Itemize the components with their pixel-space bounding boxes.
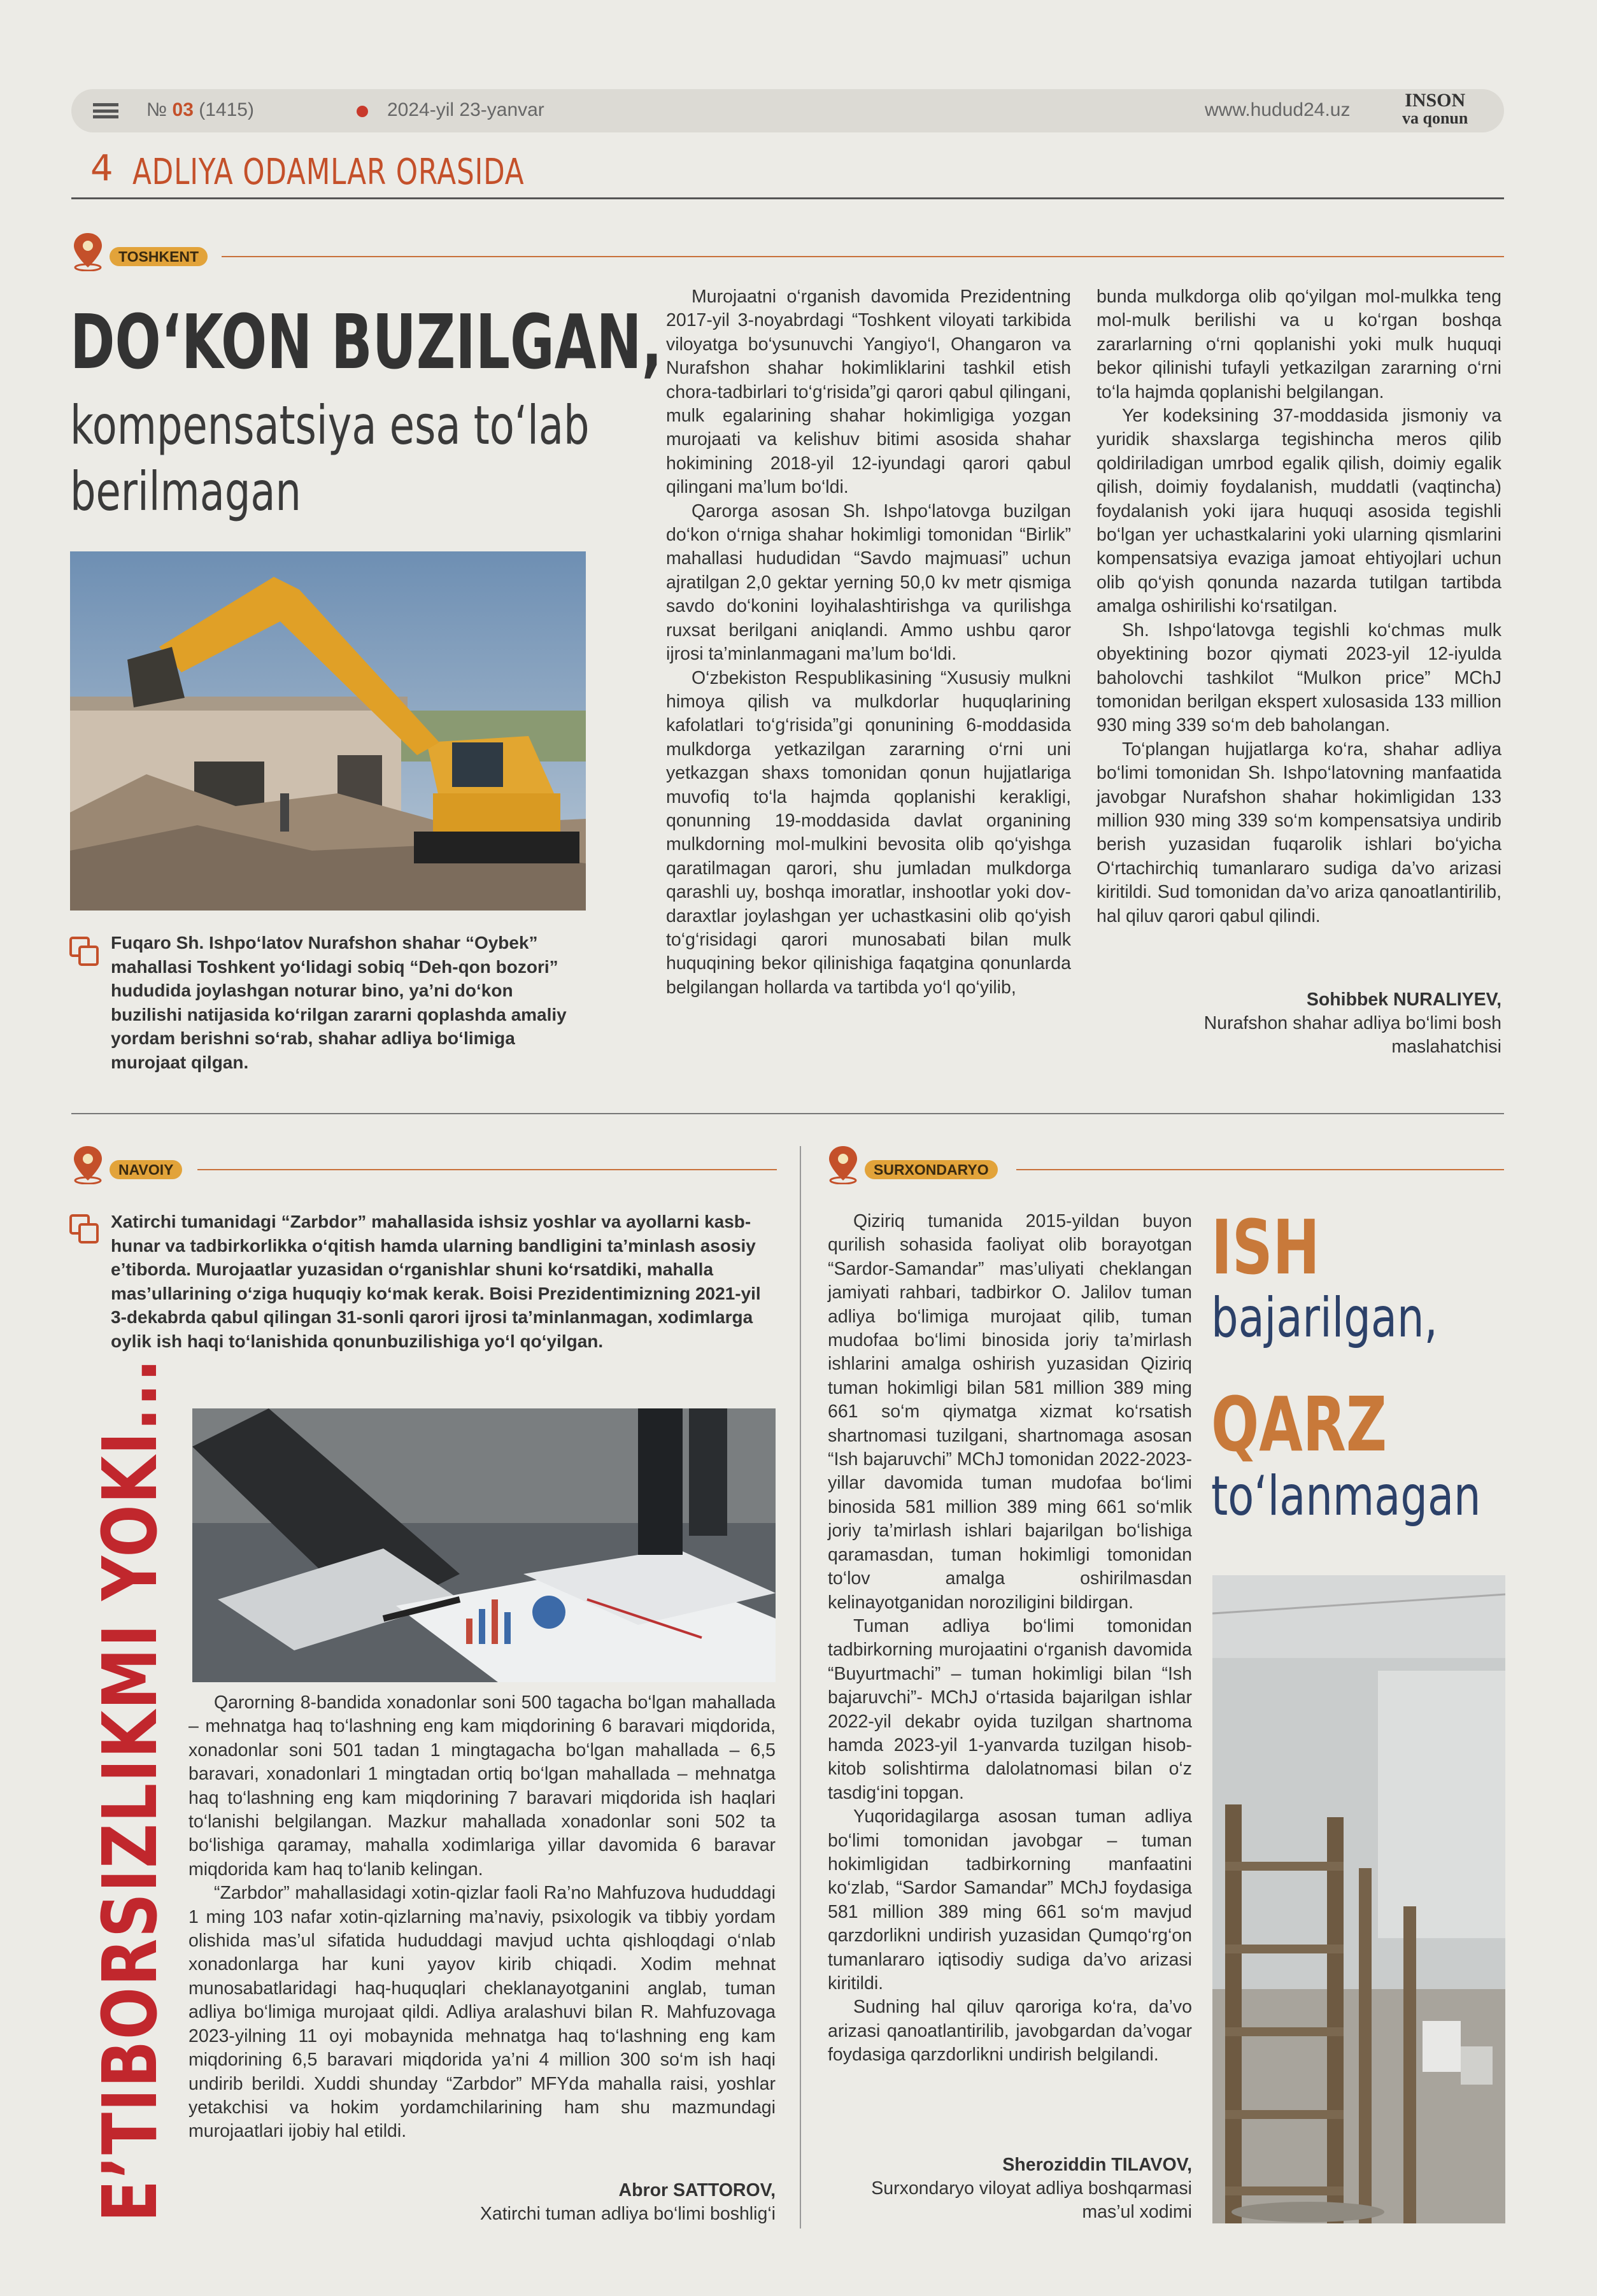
paragraph: Murojaatni o‘rganish davomida Prezidentning 2017-yil 3-noyabrdagi “Toshkent viloyati tarkibida viloyatga bo‘ysunuvchi Yangiyo‘l, Ohangaron va Nurafshon shahar hokimliklarini tashkil etish chora-tadbirlari to‘g‘risida”gi qarori qabul qilingani, mulk egalarining shahar hokimligiga yozgan murojaati va kelishuv bitimi asosida shahar hokimining 2018-yil 12-iyundagi qarori qabul qilingani ma’lum bo‘ldi. xyxy=(666,287,1071,498)
paragraph: “Zarbdor” mahallasidagi xotin-qizlar faoli Ra’no Mahfuzova hududdagi 1 ming 103 nafar xotin-qizlarning ma’naviy, psixologik va tibbiy yordam olishida mas’ul sifatida hududdagi mavjud uchta qishloqdagi o‘nlab xonadonlarga har kuni yayov kirib chiqadi. Xodim mehnat munosabatlaridagi haq-huquqlari cheklanayotganini anglab, tuman adliya bo‘limiga murojaat qildi. Adliya aralashuvi bilan R. Mahfuzovaga 2023-yilning 11 oyi mobaynida mehnatga haq to‘lashning eng kam miqdorining 6,5 baravari miqdorida ya’ni 4 million 300 so‘m ish haqi undirib berildi. Xuddi shunday “Zarbdor” MFYda mahalla raisi, yoshlar yetakchisi va hokim yordamchilarining ham shu mazmundagi murojaatlari ijobiy hal etildi. xyxy=(188,1883,776,2142)
paragraph: To‘plangan hujjatlarga ko‘ra, shahar adliya bo‘limi tomonidan Sh. Ishpo‘latovning manfaatida javobgar Nurafshon shahar hokimligidan 133 million 930 ming 339 so‘m kompensatsiya undirib berish yuzasidan fuqarolik ishlari bo‘yicha O‘rtachirchiq tumanlararo sudiga da’vo arizasi kiritildi. Sud tomonidan da’vo ariza qanoatlantirilib, hal qiluv qarori qabul qilindi. xyxy=(1097,739,1501,926)
paragraph: O‘zbekiston Respublikasining “Xususiy mulkni himoya qilish va mulkdorlar huquqlarining kafolatlari to‘g‘risida”gi qonunining 6-moddasida mulkdorga yetkazilgan zararning o‘rni uni yetkazgan shaxs tomonidan qonun hujjatlariga muvofiq to‘la hajmda qoplanishi kerakligi, qonunning 19-moddasida davlat organining mulkdorning mol-mulkini bevosita olib qo‘yishga qaratilmagan qarori, shu jumladan mulkdorga qarashli uy, boshqa imoratlar, inshootlar yoki dov-daraxtlar joylashgan yer uchastkasini olib qo‘yish to‘g‘risidagi qarori munosabati bilan mulk huquqining bekor qilinishiga faqatgina qonunlarda belgilangan hollarda va tartibda yo‘l qo‘yilib, xyxy=(666,667,1071,998)
masthead-bar xyxy=(71,89,1504,132)
article3-byline xyxy=(828,2153,1192,2224)
article2-byline xyxy=(188,2179,776,2226)
region-tag-toshkent: TOSHKENT xyxy=(70,243,1504,271)
article3-headline-tolanmagan: to‘lanmagan xyxy=(1211,1464,1481,1528)
article1-byline xyxy=(1097,988,1501,1059)
article1-subheadline: kompensatsiya esa to‘lab berilmagan xyxy=(70,394,590,523)
article1-lead: Fuqaro Sh. Ishpo‘latov Nurafshon shahar “Oybek” mahallasi Toshkent yo‘lidagi sobiq “Deh-qon bozori” hududida joylashgan noturar bino, ya’ni do‘kon buzilishi natijasida ko‘rilgan zararni qoplashda amaliy yordam berishni so‘rab, shahar adliya bo‘limiga murojaat qilgan. xyxy=(111,933,567,1072)
article2-body xyxy=(188,1691,776,2144)
author-title: maslahatchisi xyxy=(1391,1037,1501,1057)
author-title: Xatirchi tuman adliya bo‘limi boshlig‘i xyxy=(479,2204,776,2224)
author-name: Sheroziddin TILAVOV, xyxy=(1002,2155,1192,2175)
header-divider xyxy=(71,197,1504,199)
section-divider xyxy=(71,1113,1504,1114)
article3-headline-bajarilgan: bajarilgan, xyxy=(1211,1286,1438,1350)
paragraph: Qarorning 8-bandida xonadonlar soni 500 tagacha bo‘lgan mahallada – mehnatga haq to‘lashning eng kam miqdorining 6 baravari miqdorida, xonadonlar soni 501 tadan 1 mingtagacha bo‘lgan mahallada – 6,5 baravari, xonadonlari 1 mingtadan ortiq bo‘lgan mahallada – mehnatga haq to‘lashning eng kam miqdorining 7 baravari miqdorida ish haqlari to‘lanishi belgilangan. Mazkur mahallada xonadonlar soni 502 ta bo‘lishiga qaramay, mahalla xodimlariga yillar davomida 6 baravar miqdorida kam haq to‘lanib kelingan. xyxy=(188,1692,776,1880)
issue-date: 2024-yil 23-yanvar xyxy=(387,99,544,120)
laptop-documents-photo xyxy=(192,1408,776,1682)
website-link[interactable]: www.hudud24.uz xyxy=(1205,99,1351,120)
author-title: Nurafshon shahar adliya bo‘limi bosh xyxy=(1203,1013,1501,1033)
page-number: 4 xyxy=(90,148,113,189)
menu-icon xyxy=(93,103,118,118)
section-title: ADLIYA ODAMLAR ORASIDA xyxy=(132,152,525,193)
paragraph: Qiziriq tumanida 2015-yildan buyon qurilish sohasida faoliyat olib borayotgan “Sardor-Samandar” mas’uliyati cheklangan jamiyati rahbari, tadbirkor O. Jalilov tuman adliya bo‘limiga murojaat qilib, tuman mudofaa bo‘limi binosida joriy ta’mirlash ishlarini amalga oshirish yuzasidan Qiziriq tuman hokimligi bilan 581 million 389 ming 661 so‘m qiymatga xizmat ko‘rsatish shartnomasi tuzilgani, shartnomaga asosan “Ish bajaruvchi” MChJ tomonidan 2022-2023-yillar davomida tuman mudofaa bo‘limi binosida 581 million 389 ming 661 so‘mlik joriy ta’mirlash ishlari bajarilgan bo‘lishiga qaramasdan, tuman hokimligi tomonidan to‘lov amalga oshirilmasdan kelinayotganidan noroziligini bildirgan. xyxy=(828,1211,1192,1613)
paragraph: Sudning hal qiluv qaroriga ko‘ra, da’vo arizasi qanoatlantirilib, javobgardan da’vogar foydasiga qarzdorlikni undirish belgilandi. xyxy=(828,1997,1192,2066)
author-name: Sohibbek NURALIYEV, xyxy=(1306,989,1501,1010)
region-tag-navoiy: NAVOIY xyxy=(70,1156,777,1184)
article2-vertical-headline: E’TIBORSIZLIKMI YOKI... xyxy=(86,1357,174,2222)
author-name: Abror SATTOROV, xyxy=(618,2180,776,2200)
copy-squares-icon xyxy=(69,936,101,968)
newspaper-logo: INSON va qonun xyxy=(1402,90,1468,127)
paragraph: Tuman adliya bo‘limi tomonidan tadbirkorning murojaatini o‘rganish davomida “Buyurtmachi” – tuman hokimligi bilan “Ish bajaruvchi”- MChJ o‘rtasida bajarilgan ishlar 2022-yil dekabr oyida tuzilgan shartnoma hamda 2023-yil 1-yanvarda tuzilgan hisob-kitob solishtirma dalolatnomasi bilan o‘z tasdig‘ini topgan. xyxy=(828,1615,1192,1803)
paragraph: Yer kodeksining 37-moddasida jismoniy va yuridik shaxslarga tegishincha meros qilib qoldiriladigan umrbod egalik qilish, doimiy egalik qilish, doimiy foydalanish, muddatli (vaqtincha) foydalanish yoki ijara huquqi asosida tegishli bo‘lgan yer uchastkalarini yoki ularning qismlarini kompensatsiya evaziga jamoat ehtiyojlari uchun olib qo‘yish qonunda nazarda tutilgan tartibda amalga oshirilishi ko‘rsatilgan. xyxy=(1097,406,1501,617)
article3-headline-qarz: QARZ xyxy=(1211,1380,1388,1468)
location-pin-icon xyxy=(825,1145,861,1184)
column-divider xyxy=(800,1146,801,2229)
region-tag-surxondaryo: SURXONDARYO xyxy=(825,1156,1504,1184)
article1-column-1 xyxy=(666,285,1071,1000)
location-pin-icon xyxy=(70,232,106,271)
paragraph: Qarorga asosan Sh. Ishpo‘latovga buzilgan do‘kon o‘rniga shahar hokimligi tomonidan “Birlik” mahallasi hududidan “Savdo majmuasi” uchun ajratilgan 2,0 gektar yerning 50,0 kv metr qismiga savdo do‘konini loyihalashtirishga va qurilishga ruxsat berilgani aniqlandi. Ammo ushbu qaror ijrosi ta’minlanmagani ma’lum bo‘ldi. xyxy=(666,500,1071,665)
author-title: mas’ul xodimi xyxy=(1082,2202,1192,2222)
article1-headline: DO‘KON BUZILGAN, xyxy=(70,298,662,386)
paragraph: Sh. Ishpo‘latovga tegishli ko‘chmas mulk obyektining bozor qiymati 2023-yil 12-iyulda baholovchi tashkilot “Mulkon price” MChJ tomonidan berilgan ekspert xulosasida 133 million 930 ming 339 so‘m deb baholangan. xyxy=(1097,620,1501,736)
paragraph: Yuqoridagilarga asosan tuman adliya bo‘limi tomonidan javobgar – tuman hokimligidan tadbirkorning manfaatini ko‘zlab, “Sardor Samandar” MChJ foydasiga 581 million 389 ming 661 so‘m mavjud qarzdorlikni undirish yuzasidan Qumqo‘rg‘on tumanlararo iqtisodiy sudiga da’vo arizasi kiritildi. xyxy=(828,1806,1192,1994)
excavator-demolition-photo xyxy=(70,551,586,911)
paragraph: bunda mulkdorga olib qo‘yilgan mol-mulkka teng mol-mulk berilishi va u ko‘rgan boshqa zararlarning o‘rni qoplanishi yoki mulk huquqi bekor qilinishi tufayli yetkazilgan zararning o‘rni to‘la hajmda qoplanishi belgilangan. xyxy=(1097,287,1501,402)
article1-column-2 xyxy=(1097,285,1501,928)
separator-dot-icon xyxy=(357,106,368,117)
issue-number: № 03 (1415) xyxy=(146,99,254,120)
author-title: Surxondaryo viloyat adliya boshqarmasi xyxy=(871,2178,1192,2199)
renovation-ladder-photo xyxy=(1212,1575,1505,2223)
article3-body xyxy=(828,1210,1192,2067)
article3-headline-ish: ISH xyxy=(1211,1203,1320,1291)
article2-lead: Xatirchi tumanidagi “Zarbdor” mahallasida ishsiz yoshlar va ayollarni kasb-hunar va tadbirkorlikka o‘qitish hamda ularning bandligini ta’minlash asosiy e’tiborda. Murojaatlar yuzasidan o‘rganishlar shuni ko‘rsatdiki, mahalla mas’ullarining o‘ziga huquqiy ko‘mak kerak. Boisi Prezidentimizning 2021-yil 3-dekabrda qabul qilingan 31-sonli qarori ijrosi ta’minlanmagan, xodimlarga oylik ish haqi to‘lanishida qonunbuzilishiga yo‘l qo‘yilgan. xyxy=(111,1212,761,1351)
